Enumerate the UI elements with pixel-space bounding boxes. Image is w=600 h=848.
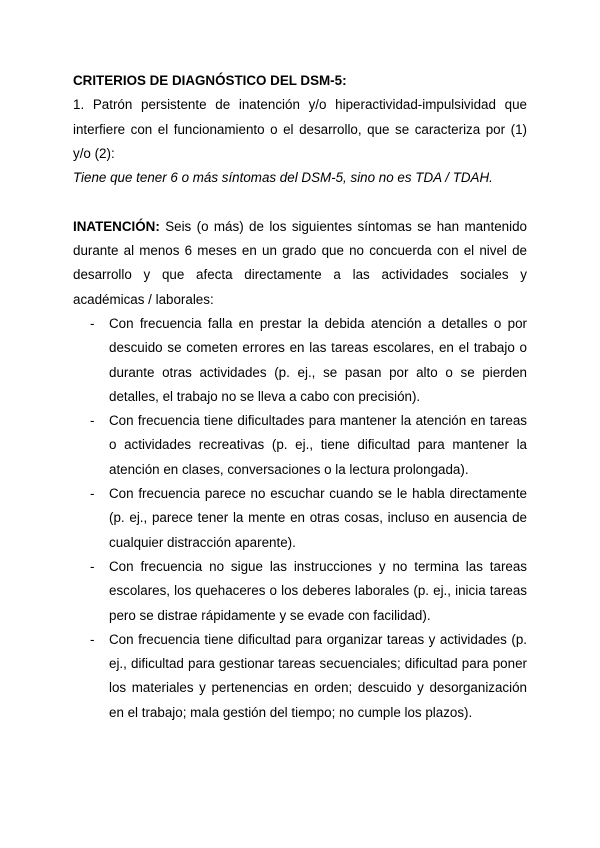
list-item-text: Con frecuencia falla en prestar la debida atención a detalles o por descuido se cometen errores en las tareas escolares, en el trabajo o durante otras actividades (p. ej., se pasan por alto o se pierden detalles, el trabajo no se lleva a cabo con precisión). bbox=[109, 315, 527, 404]
list-item-text: Con frecuencia tiene dificultad para organizar tareas y actividades (p. ej., dificultad para gestionar tareas secuenciales; dificultad para poner los materiales y pertenencias en orden; descuido y desorganización en el trabajo; mala gestión del tiempo; no cumple los plazos). bbox=[109, 631, 527, 720]
inattention-intro: Seis (o más) de los siguientes síntomas se han mantenido durante al menos 6 meses en un grado que no concuerda con el nivel de desarrollo y que afecta directamente a las actividades sociales y académicas / laborales: bbox=[73, 218, 527, 307]
inattention-intro-paragraph bbox=[73, 215, 527, 312]
list-dash: - bbox=[90, 631, 95, 647]
document-page bbox=[73, 69, 527, 725]
list-dash: - bbox=[90, 413, 95, 429]
document-title: CRITERIOS DE DIAGNÓSTICO DEL DSM-5: bbox=[73, 73, 347, 88]
inattention-symptom-list bbox=[73, 312, 527, 725]
list-dash: - bbox=[90, 486, 95, 502]
paragraph-spacer bbox=[73, 190, 527, 214]
list-item-text: Con frecuencia no sigue las instrucciones y no termina las tareas escolares, los quehaceres o los deberes laborales (p. ej., inicia tareas pero se distrae rápidamente y se evade con facilidad). bbox=[109, 558, 527, 623]
list-item bbox=[73, 555, 527, 628]
list-item-text: Con frecuencia tiene dificultades para mantener la atención en tareas o actividades recreativas (p. ej., tiene dificultad para mantener la atención en clases, conversaciones o la lectura prolongada). bbox=[109, 413, 527, 477]
inattention-label: INATENCIÓN: bbox=[73, 218, 160, 234]
list-item bbox=[73, 409, 527, 482]
criterion-1-text: 1. Patrón persistente de inatención y/o hiperactividad-impulsividad que interfiere con el funcionamiento o el desarrollo, que se caracteriza por (1) y/o (2): bbox=[73, 97, 527, 161]
list-item bbox=[73, 312, 527, 409]
list-item bbox=[73, 628, 527, 725]
diagnosis-note: Tiene que tener 6 o más síntomas del DSM-5, sino no es TDA / TDAH. bbox=[73, 170, 493, 186]
list-item-text: Con frecuencia parece no escuchar cuando se le habla directamente (p. ej., parece tener la mente en otras cosas, incluso en ausencia de cualquier distracción aparente). bbox=[109, 486, 527, 550]
list-dash: - bbox=[90, 315, 95, 331]
list-dash: - bbox=[90, 558, 95, 574]
list-item bbox=[73, 482, 527, 555]
